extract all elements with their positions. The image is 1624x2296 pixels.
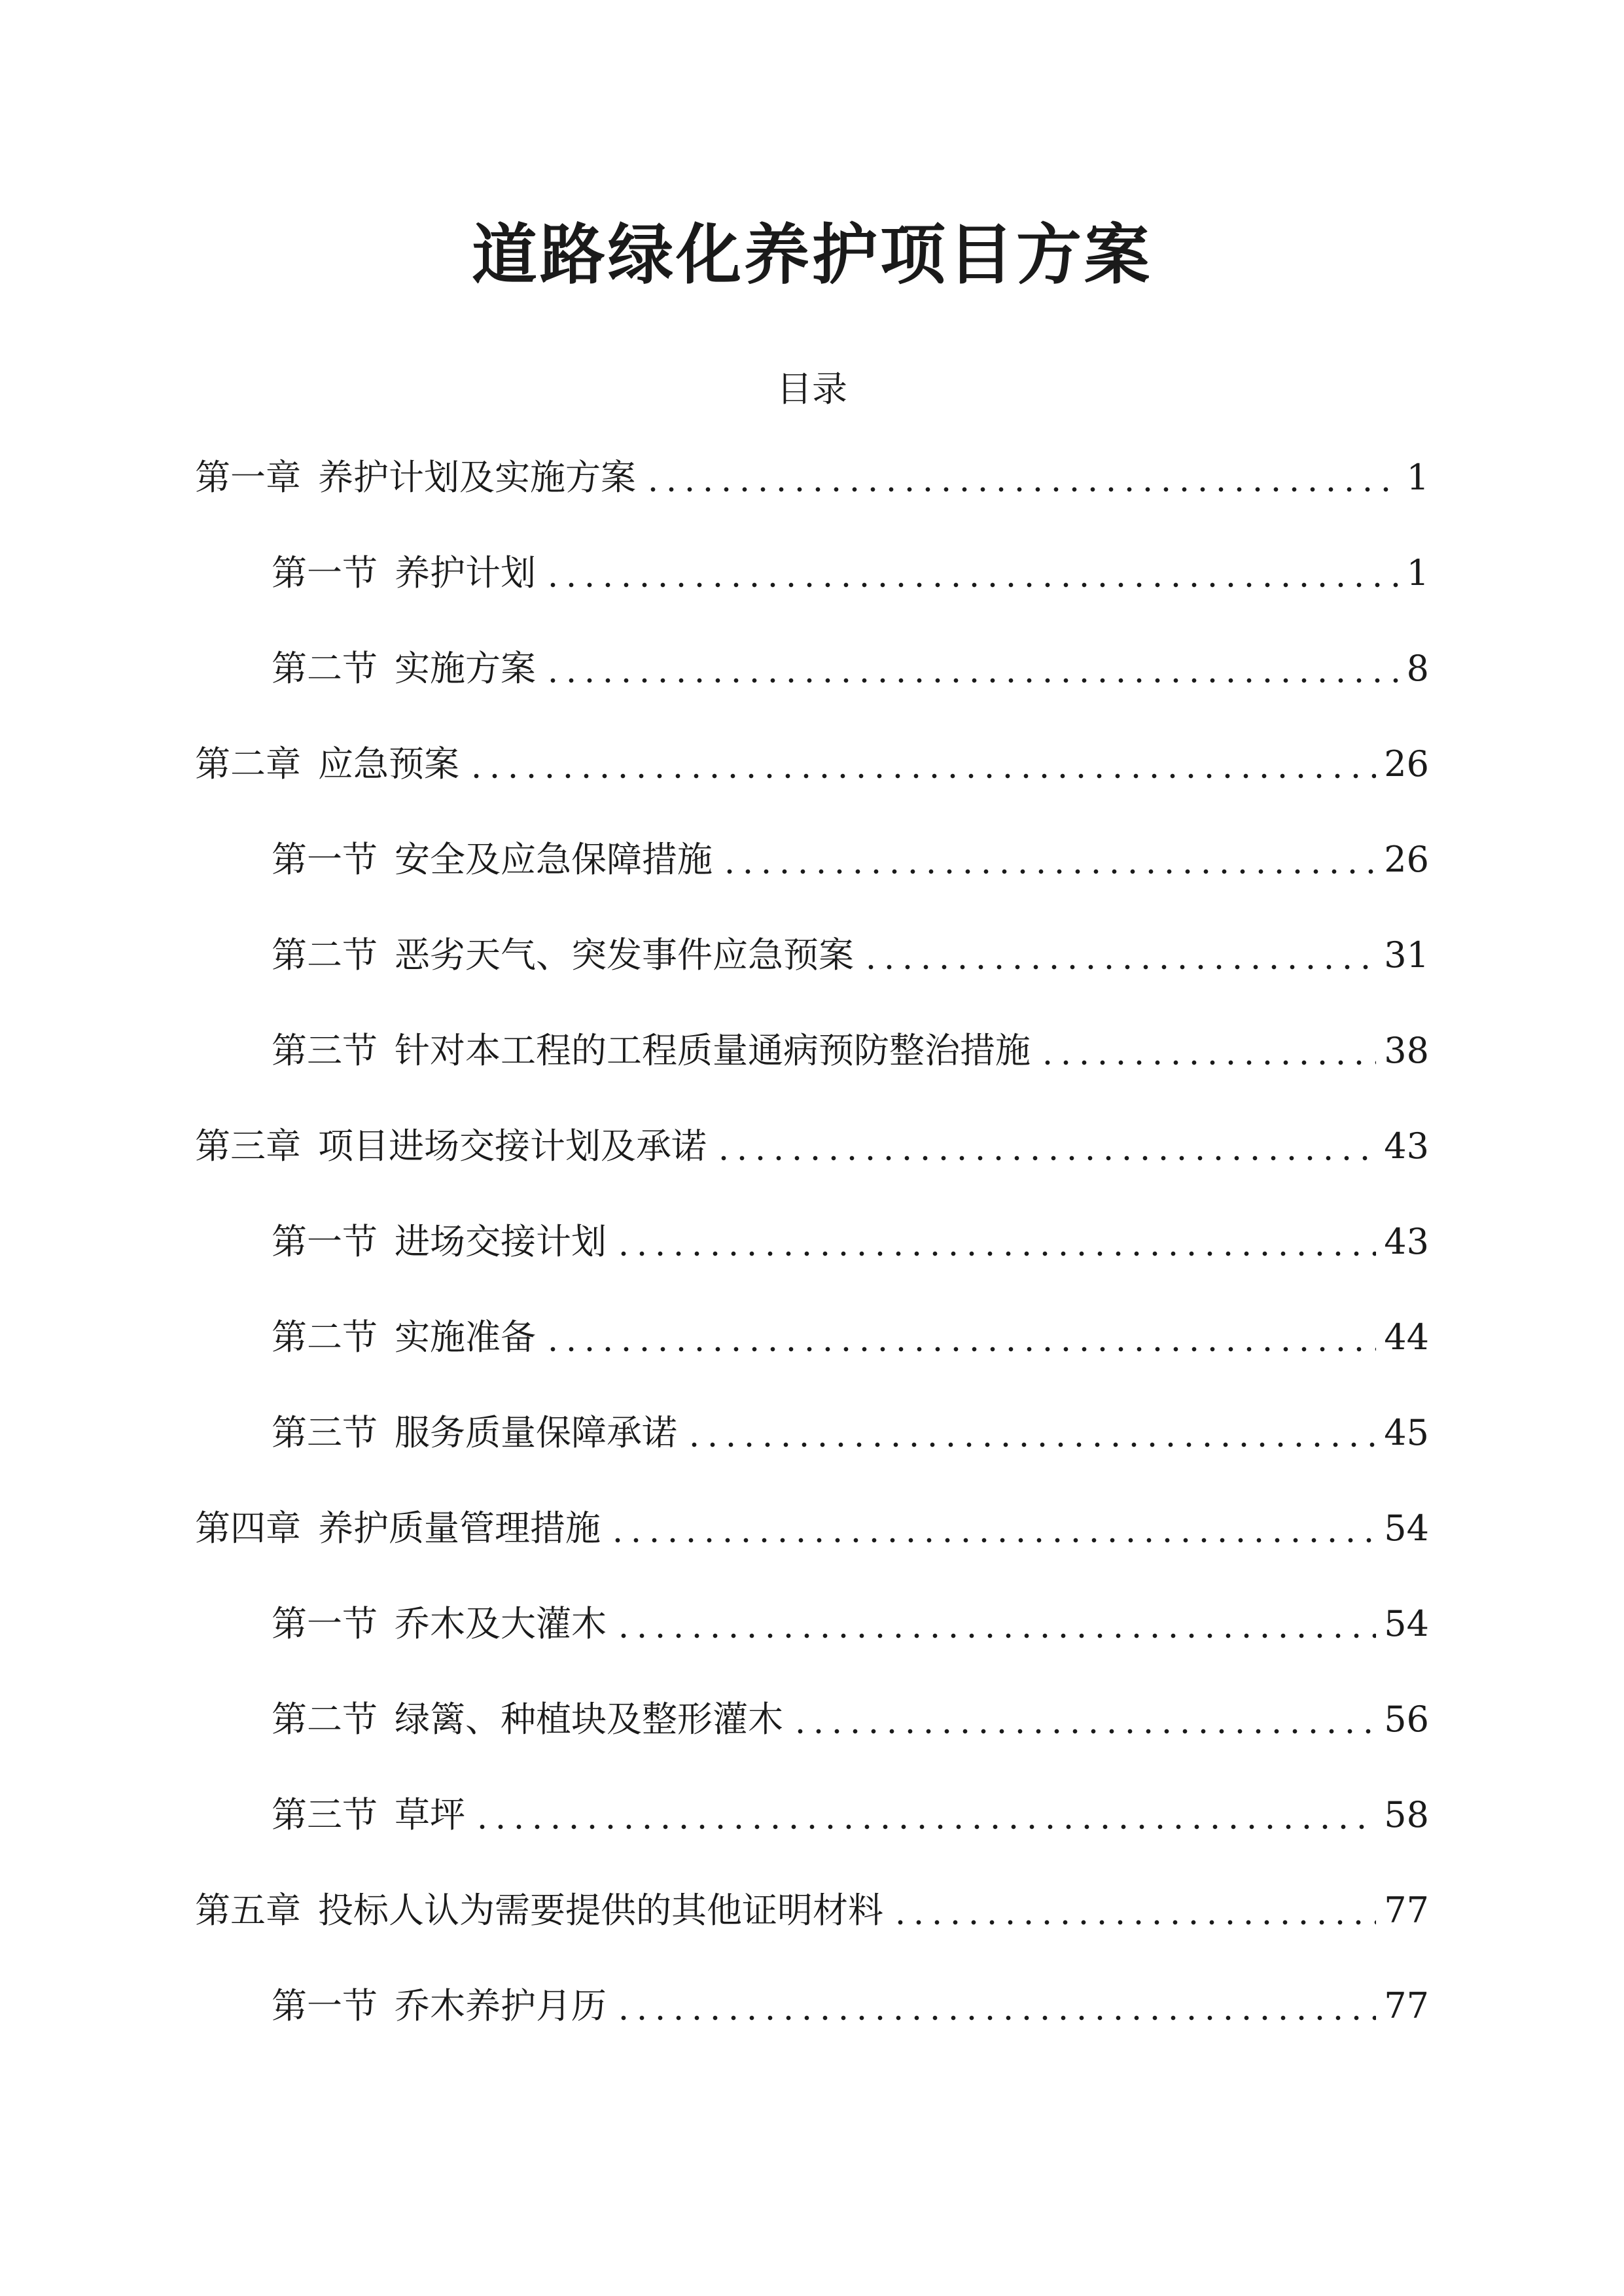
entry-label xyxy=(195,738,459,790)
entry-label xyxy=(195,1120,707,1173)
entry-label xyxy=(272,1980,607,2032)
entry-page-number: 26 xyxy=(1384,743,1429,785)
toc-entry-chapter-3[interactable] xyxy=(195,1120,1429,1173)
entry-number: 第四章 xyxy=(195,1508,301,1549)
dot-leader xyxy=(614,1251,1376,1256)
entry-number: 第一节 xyxy=(272,839,378,880)
entry-page-number: 38 xyxy=(1384,1030,1429,1071)
entry-title: 服务质量保障承诺 xyxy=(395,1412,677,1453)
entry-label xyxy=(195,1884,883,1937)
entry-title: 投标人认为需要提供的其他证明材料 xyxy=(318,1890,883,1931)
dot-leader xyxy=(544,678,1399,683)
entry-number: 第一章 xyxy=(195,457,301,498)
entry-title: 养护质量管理措施 xyxy=(318,1508,601,1549)
entry-title: 恶劣天气、突发事件应急预案 xyxy=(395,934,854,976)
dot-leader xyxy=(685,1442,1376,1447)
entry-number: 第二节 xyxy=(272,1699,378,1740)
entry-label xyxy=(272,1025,1031,1077)
dot-leader xyxy=(720,869,1376,874)
entry-number: 第一节 xyxy=(272,552,378,593)
toc-entry-chapter-5[interactable] xyxy=(195,1884,1429,1937)
entry-page-number: 54 xyxy=(1384,1508,1429,1549)
entry-title: 针对本工程的工程质量通病预防整治措施 xyxy=(395,1030,1031,1071)
toc-entry-section-3-1[interactable] xyxy=(272,1216,1429,1268)
entry-title: 草坪 xyxy=(395,1794,465,1835)
entry-label xyxy=(272,1789,465,1841)
entry-page-number: 1 xyxy=(1406,457,1429,498)
toc-entry-section-5-1[interactable] xyxy=(272,1980,1429,2032)
entry-page-number: 56 xyxy=(1384,1699,1429,1740)
entry-title: 养护计划 xyxy=(395,552,536,593)
entry-title: 乔木养护月历 xyxy=(395,1985,607,2026)
dot-leader xyxy=(544,1347,1376,1352)
entry-page-number: 43 xyxy=(1384,1125,1429,1167)
entry-number: 第二节 xyxy=(272,648,378,689)
entry-number: 第二节 xyxy=(272,934,378,976)
toc-entry-section-3-3[interactable] xyxy=(272,1407,1429,1459)
entry-page-number: 1 xyxy=(1406,552,1429,593)
entry-page-number: 54 xyxy=(1384,1603,1429,1644)
dot-leader xyxy=(614,2015,1376,2021)
toc-heading: 目录 xyxy=(777,368,847,410)
dot-leader xyxy=(467,773,1376,779)
toc-entry-chapter-2[interactable] xyxy=(195,738,1429,790)
entry-title: 安全及应急保障措施 xyxy=(395,839,713,880)
entry-page-number: 77 xyxy=(1384,1890,1429,1931)
toc-entry-section-4-1[interactable] xyxy=(272,1598,1429,1650)
entry-page-number: 58 xyxy=(1384,1794,1429,1835)
dot-leader xyxy=(891,1920,1376,1925)
entry-number: 第二章 xyxy=(195,743,301,785)
entry-title: 乔木及大灌木 xyxy=(395,1603,607,1644)
entry-title: 实施准备 xyxy=(395,1316,536,1358)
toc-entry-section-4-2[interactable] xyxy=(272,1693,1429,1746)
page-title: 道路绿化养护项目方案 xyxy=(472,217,1152,293)
entry-number: 第一节 xyxy=(272,1221,378,1262)
entry-page-number: 8 xyxy=(1406,648,1429,689)
entry-label xyxy=(272,929,854,981)
entry-label xyxy=(272,643,536,695)
entry-number: 第三节 xyxy=(272,1794,378,1835)
entry-title: 应急预案 xyxy=(318,743,459,785)
toc-entry-chapter-1[interactable] xyxy=(195,451,1429,504)
dot-leader xyxy=(473,1824,1376,1829)
toc-entry-section-4-3[interactable] xyxy=(272,1789,1429,1841)
toc-entry-section-2-2[interactable] xyxy=(272,929,1429,981)
entry-label xyxy=(272,1216,607,1268)
entry-page-number: 45 xyxy=(1384,1412,1429,1453)
entry-number: 第三章 xyxy=(195,1125,301,1167)
toc-entry-chapter-4[interactable] xyxy=(195,1502,1429,1555)
entry-title: 项目进场交接计划及承诺 xyxy=(318,1125,707,1167)
dot-leader xyxy=(791,1729,1376,1734)
entry-label xyxy=(272,1598,607,1650)
toc-entry-section-2-1[interactable] xyxy=(272,834,1429,886)
entry-label xyxy=(272,547,536,599)
entry-title: 绿篱、种植块及整形灌木 xyxy=(395,1699,783,1740)
dot-leader xyxy=(614,1633,1376,1638)
entry-label xyxy=(272,1693,783,1746)
entry-page-number: 44 xyxy=(1384,1316,1429,1358)
entry-number: 第三节 xyxy=(272,1030,378,1071)
toc-entry-section-1-2[interactable] xyxy=(272,643,1429,695)
entry-page-number: 26 xyxy=(1384,839,1429,880)
entry-label xyxy=(272,834,713,886)
toc-entry-section-1-1[interactable] xyxy=(272,547,1429,599)
entry-number: 第一节 xyxy=(272,1985,378,2026)
entry-page-number: 43 xyxy=(1384,1221,1429,1262)
entry-page-number: 77 xyxy=(1384,1985,1429,2026)
toc-entry-section-3-2[interactable] xyxy=(272,1311,1429,1364)
entry-label xyxy=(272,1407,677,1459)
entry-number: 第二节 xyxy=(272,1316,378,1358)
entry-page-number: 31 xyxy=(1384,934,1429,976)
entry-label xyxy=(272,1311,536,1364)
dot-leader xyxy=(1038,1060,1376,1065)
entry-number: 第五章 xyxy=(195,1890,301,1931)
toc-entry-section-2-3[interactable] xyxy=(272,1025,1429,1077)
dot-leader xyxy=(609,1538,1376,1543)
dot-leader xyxy=(715,1156,1376,1161)
entry-title: 养护计划及实施方案 xyxy=(318,457,636,498)
dot-leader xyxy=(644,487,1399,492)
entry-label xyxy=(195,451,636,504)
entry-number: 第三节 xyxy=(272,1412,378,1453)
entry-title: 进场交接计划 xyxy=(395,1221,607,1262)
entry-title: 实施方案 xyxy=(395,648,536,689)
entry-label xyxy=(195,1502,601,1555)
dot-leader xyxy=(862,964,1376,970)
entry-number: 第一节 xyxy=(272,1603,378,1644)
dot-leader xyxy=(544,582,1399,588)
